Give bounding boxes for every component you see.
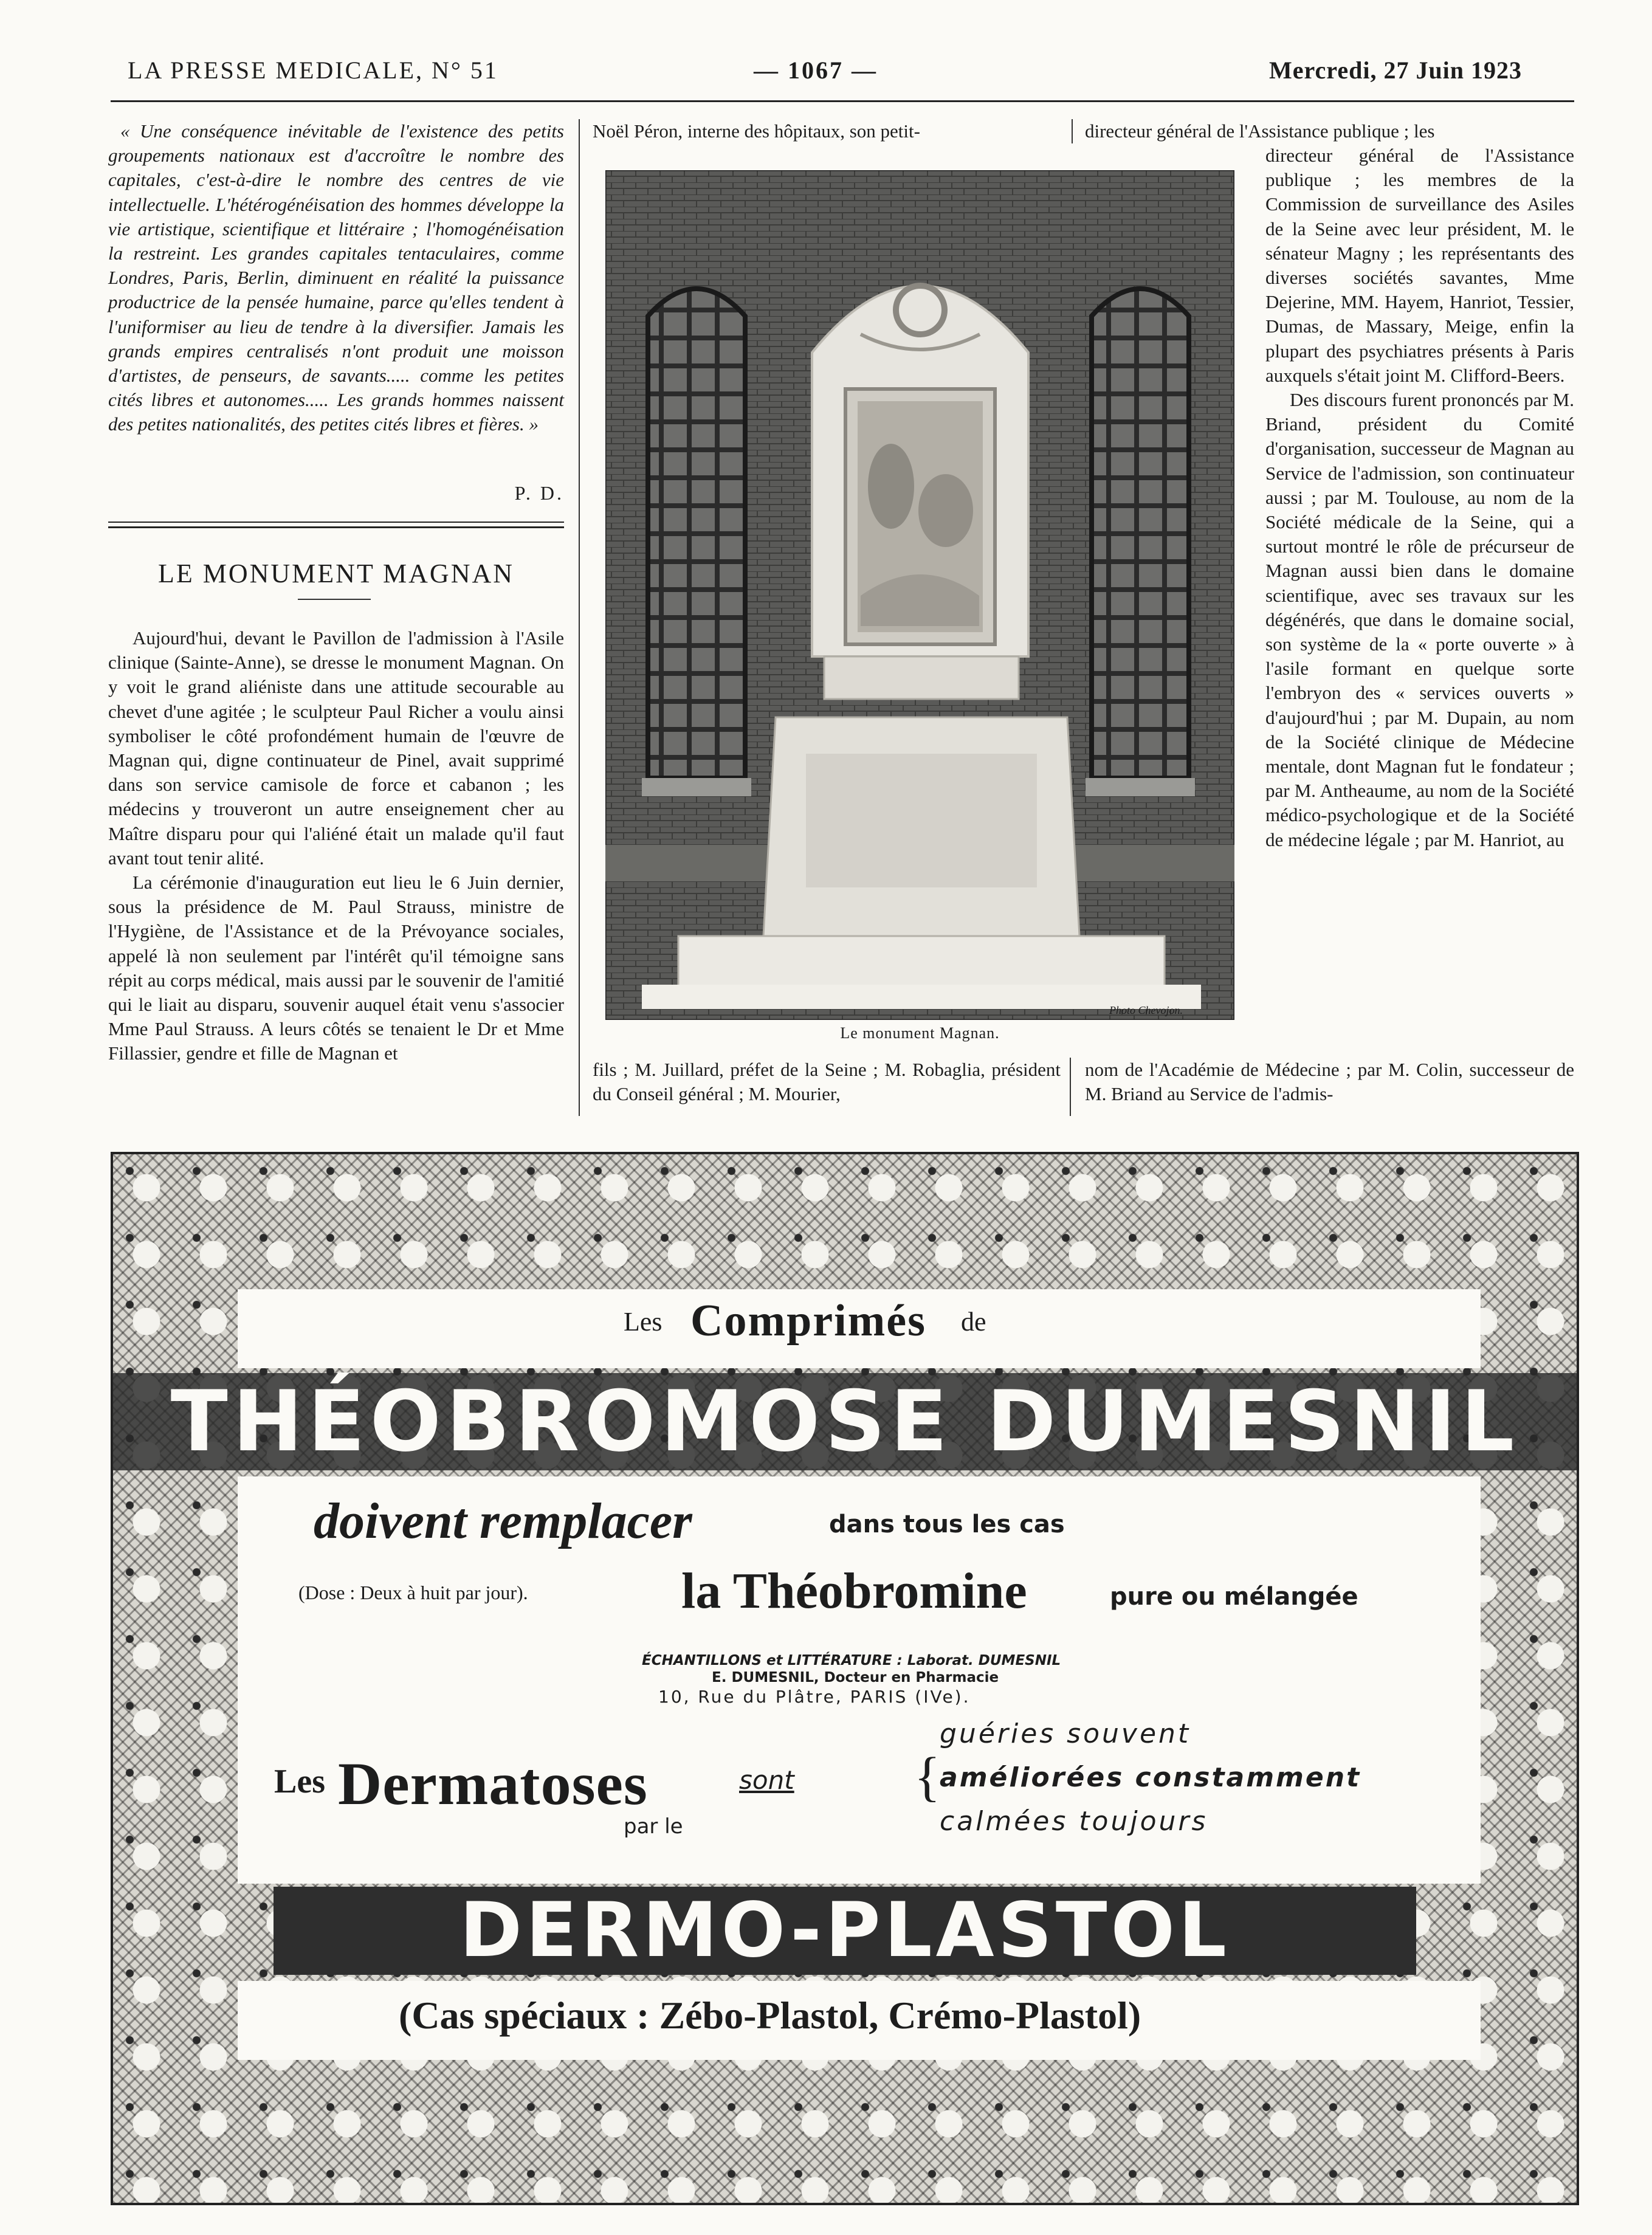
header-rule <box>111 100 1574 102</box>
quote-signature: P. D. <box>514 482 564 504</box>
ad-band-theobromose: THÉOBROMOSE DUMESNIL <box>113 1373 1577 1470</box>
ad-par-le: par le <box>624 1814 683 1839</box>
ad-les: Les <box>624 1307 663 1337</box>
monument-photo <box>605 170 1234 1020</box>
ad-les-dermatoses-les: Les <box>274 1763 325 1800</box>
quote-text <box>108 119 564 437</box>
photo-credit: Photo Chevojon. <box>1109 1004 1183 1016</box>
ad-lab-line-1: ÉCHANTILLONS et LITTÉRATURE : Laborat. DUMESNIL <box>642 1653 1061 1669</box>
ad-option-gueries: guéries souvent <box>940 1718 1191 1749</box>
ad-dose: (Dose : Deux à huit par jour). <box>298 1582 528 1603</box>
ad-band-dermo-plastol: DERMO-PLASTOL <box>274 1887 1416 1975</box>
title-underline <box>298 599 371 600</box>
column-divider-mark <box>1072 119 1073 143</box>
ad-option-calmees: calmées toujours <box>940 1806 1208 1837</box>
ad-sont: sont <box>739 1765 794 1795</box>
ad-theobromine: la Théobromine <box>681 1563 1027 1619</box>
advertisement <box>111 1152 1579 2205</box>
article-right-column <box>1265 143 1574 852</box>
ad-option-ameliorees: améliorées constamment <box>940 1762 1361 1793</box>
ad-lab-line-3: 10, Rue du Plâtre, PARIS (IVe). <box>658 1687 971 1707</box>
article-right-paragraph-2: Des discours furent prononcés par M. Briand, président du Comité d'organisation, successeur de Magnan au Service de l'admission, son continuateur aussi ; par M. Toulouse, au nom de la Société médicale de la Seine, qui a surtout montré le rôle de précurseur de Magnan aussi bien dans le domaine scientifique, avec ses travaux sur les dégénérés, que dans le domaine social, son système de la « porte ouverte » à l'asile formant en quelque sorte l'embryon des « services ouverts » d'aujourd'hui ; par M. Dupain, au nom de la Société clinique de Médecine mentale, dont Magnan fut le fondateur ; par M. Antheaume, au nom de la Société médico-psychologique et de la Société de médecine légale ; par M. Hanriot, au <box>1265 389 1574 850</box>
article-paragraph-1: Aujourd'hui, devant le Pavillon de l'admission à l'Asile clinique (Sainte-Anne), se dresse le monument Magnan. On y voit le grand aliéniste dans une attitude secourable au chevet d'une agitée ; le sculpteur Paul Richer a voulu ainsi symboliser le côté profondément humain de l'œuvre de Magnan qui, digne continuateur de Pinel, avait supprimé dans son service camisole de force et cabanon ; les médecins y trouveront un autre enseignement cher au Maître disparu pour qui l'aliéné était un malade qu'il faut avant tout tenir alité. <box>108 627 564 869</box>
page-number: — 1067 — <box>754 57 878 84</box>
article-left-column <box>108 626 564 1066</box>
article-right-bottom-text: nom de l'Académie de Médecine ; par M. Colin, successeur de M. Briand au Service de l'admis- <box>1085 1059 1574 1105</box>
section-rule-bottom <box>108 526 564 528</box>
article-paragraph-2: La cérémonie d'inauguration eut lieu le 6 Juin dernier, sous la présidence de M. Paul Strauss, ministre de l'Hygiène, de l'Assistance et de la Prévoyance sociales, appelé là non seulement par l'intérêt qu'il témoigne sans répit au corps médical, mais aussi par le souvenir de l'amitié qui le liait au disparu, souvenir auquel était venu s'associer Mme Paul Strauss. A leurs côtés se tenaient le Dr et Mme Fillassier, gendre et fille de Magnan et <box>108 872 564 1064</box>
article-right-paragraph-1: directeur général de l'Assistance publique ; les membres de la Commission de surveillance des Asiles de la Seine avec leur président, M. le sénateur Magny ; les représentants des diverses sociétés savantes, Mme Dejerine, MM. Hayem, Hanriot, Tessier, Dumas, de Massary, Meige, enfin la plupart des psychiatres présents à Paris auxquels s'était joint M. Clifford-Beers. <box>1265 145 1574 386</box>
article-right-bottom <box>1085 1058 1574 1106</box>
article-middle-bottom-text: fils ; M. Juillard, préfet de la Seine ; M. Robaglia, président du Conseil général ; M. Mourier, <box>593 1059 1061 1105</box>
ad-de: de <box>961 1307 986 1337</box>
ad-dermatoses: Dermatoses <box>338 1750 648 1817</box>
column-divider-left <box>579 119 580 1116</box>
ad-comprimes: Comprimés <box>690 1296 926 1346</box>
ad-lab-line-2: E. DUMESNIL, Docteur en Pharmacie <box>712 1670 999 1686</box>
article-middle-bottom <box>593 1058 1061 1106</box>
article-middle-top: Noël Péron, interne des hôpitaux, son petit- <box>593 120 920 142</box>
article-title: LE MONUMENT MAGNAN <box>157 559 515 588</box>
journal-title: LA PRESSE MEDICALE, N° 51 <box>128 57 498 84</box>
section-rule-top <box>108 522 564 523</box>
quote-paragraph: « Une conséquence inévitable de l'existence des petits groupements nationaux est d'accroître le nombre des capitales, c'est-à-dire le nombre des centres de vie intellectuelle. L'hétérogénéisation des hommes développe la vie artistique, scientifique et littéraire ; l'homogénéisation la restreint. Les grandes capitales tentaculaires, comme Londres, Paris, Berlin, diminuent en réalité la puissance productrice de la pensée humaine, parce qu'elles tendent à l'uniformiser au lieu de tendre à la diversifier. Jamais les grands empires centralisés n'ont produit une moisson d'artistes, de penseurs, de savants..... comme les petites cités libres et autonomes..... Les grands hommes naissent des petites nationalités, des petites cités libres et fières. » <box>108 120 564 435</box>
article-right-first-line: directeur général de l'Assistance publique ; les <box>1085 120 1435 142</box>
column-divider-right <box>1070 1058 1071 1116</box>
ad-doivent-remplacer: doivent remplacer <box>314 1493 692 1549</box>
photo-caption: Le monument Magnan. <box>840 1024 1000 1042</box>
ad-dans-tous-les-cas: dans tous les cas <box>829 1510 1065 1538</box>
ad-brace: { <box>914 1747 941 1807</box>
monument-illustration <box>605 170 1234 1020</box>
issue-date: Mercredi, 27 Juin 1923 <box>1269 57 1523 84</box>
ad-pure-ou-melangee: pure ou mélangée <box>1110 1583 1358 1611</box>
ad-cas-speciaux: (Cas spéciaux : Zébo-Plastol, Crémo-Plastol) <box>399 1994 1141 2037</box>
